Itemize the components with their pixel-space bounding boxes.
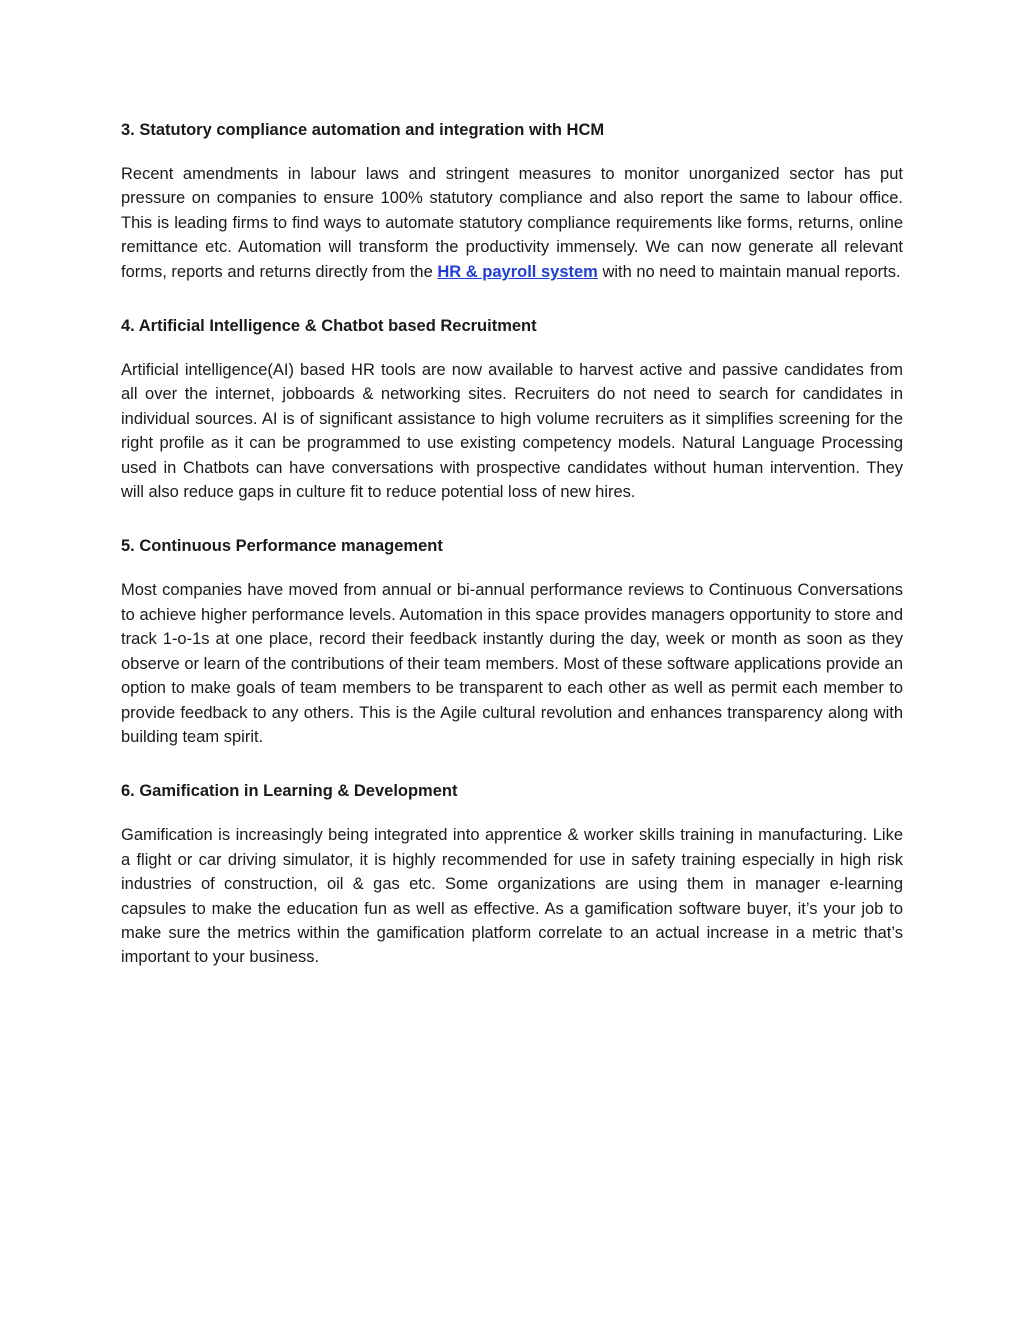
- section-heading: 6. Gamification in Learning & Development: [121, 782, 458, 801]
- section-heading: 4. Artificial Intelligence & Chatbot based Recruitment: [121, 317, 537, 336]
- section-body: Most companies have moved from annual or bi-annual performance reviews to Continuous Conversations to achieve higher performance levels. Automation in this space provides managers opportunity to store and track 1-o-1s at one place, record their feedback instantly during the day, week or month as soon as they observe or learn of the contributions of their team members. Most of these software applications provide an option to make goals of team members to be transparent to each other as well as permit each member to provide feedback to any others. This is the Agile cultural revolution and enhances transparency along with building team spirit.: [121, 581, 903, 746]
- hr-payroll-system-link[interactable]: HR & payroll system: [437, 262, 598, 281]
- section-heading: 3. Statutory compliance automation and integration with HCM: [121, 121, 605, 139]
- section-continuous-performance: [121, 534, 903, 749]
- section-body: Gamification is increasingly being integrated into apprentice & worker skills training in manufacturing. Like a flight or car driving simulator, it is highly recommended for use in safety training especially in high risk industries of construction, oil & gas etc. Some organizations are using them in manager e-learning capsules to make the education fun as well as effective. As a gamification software buyer, it’s your job to make sure the metrics within the gamification platform correlate to an actual increase in a metric that’s important to your business.: [121, 826, 903, 967]
- section-body: Artificial intelligence(AI) based HR tools are now available to harvest active and passive candidates from all over the internet, jobboards & networking sites. Recruiters do not need to search for candidates in individual sources. AI is of significant assistance to high volume recruiters as it simplifies screening for the right profile as it can be programmed to use existing competency models. Natural Language Processing used in Chatbots can have conversations with prospective candidates without human intervention. They will also reduce gaps in culture fit to reduce potential loss of new hires.: [121, 361, 903, 502]
- document-page: [121, 118, 903, 1000]
- section-body: [121, 162, 903, 284]
- section-heading: 5. Continuous Performance management: [121, 537, 443, 556]
- section-statutory-compliance: [121, 118, 903, 284]
- section-ai-chatbot-recruitment: [121, 314, 903, 504]
- section-gamification: [121, 779, 903, 969]
- body-text: with no need to maintain manual reports.: [597, 262, 901, 281]
- body-text: Recent amendments in labour laws and stringent measures to monitor unorganized sector has put pressure on companies to ensure 100% statutory compliance and also report the same to labour office. This is leading firms to find ways to automate statutory compliance requirements like forms, returns, online remittance etc. Automation will transform the productivity immensely. We can now generate all relevant forms, reports and returns directly from the: [121, 165, 903, 281]
